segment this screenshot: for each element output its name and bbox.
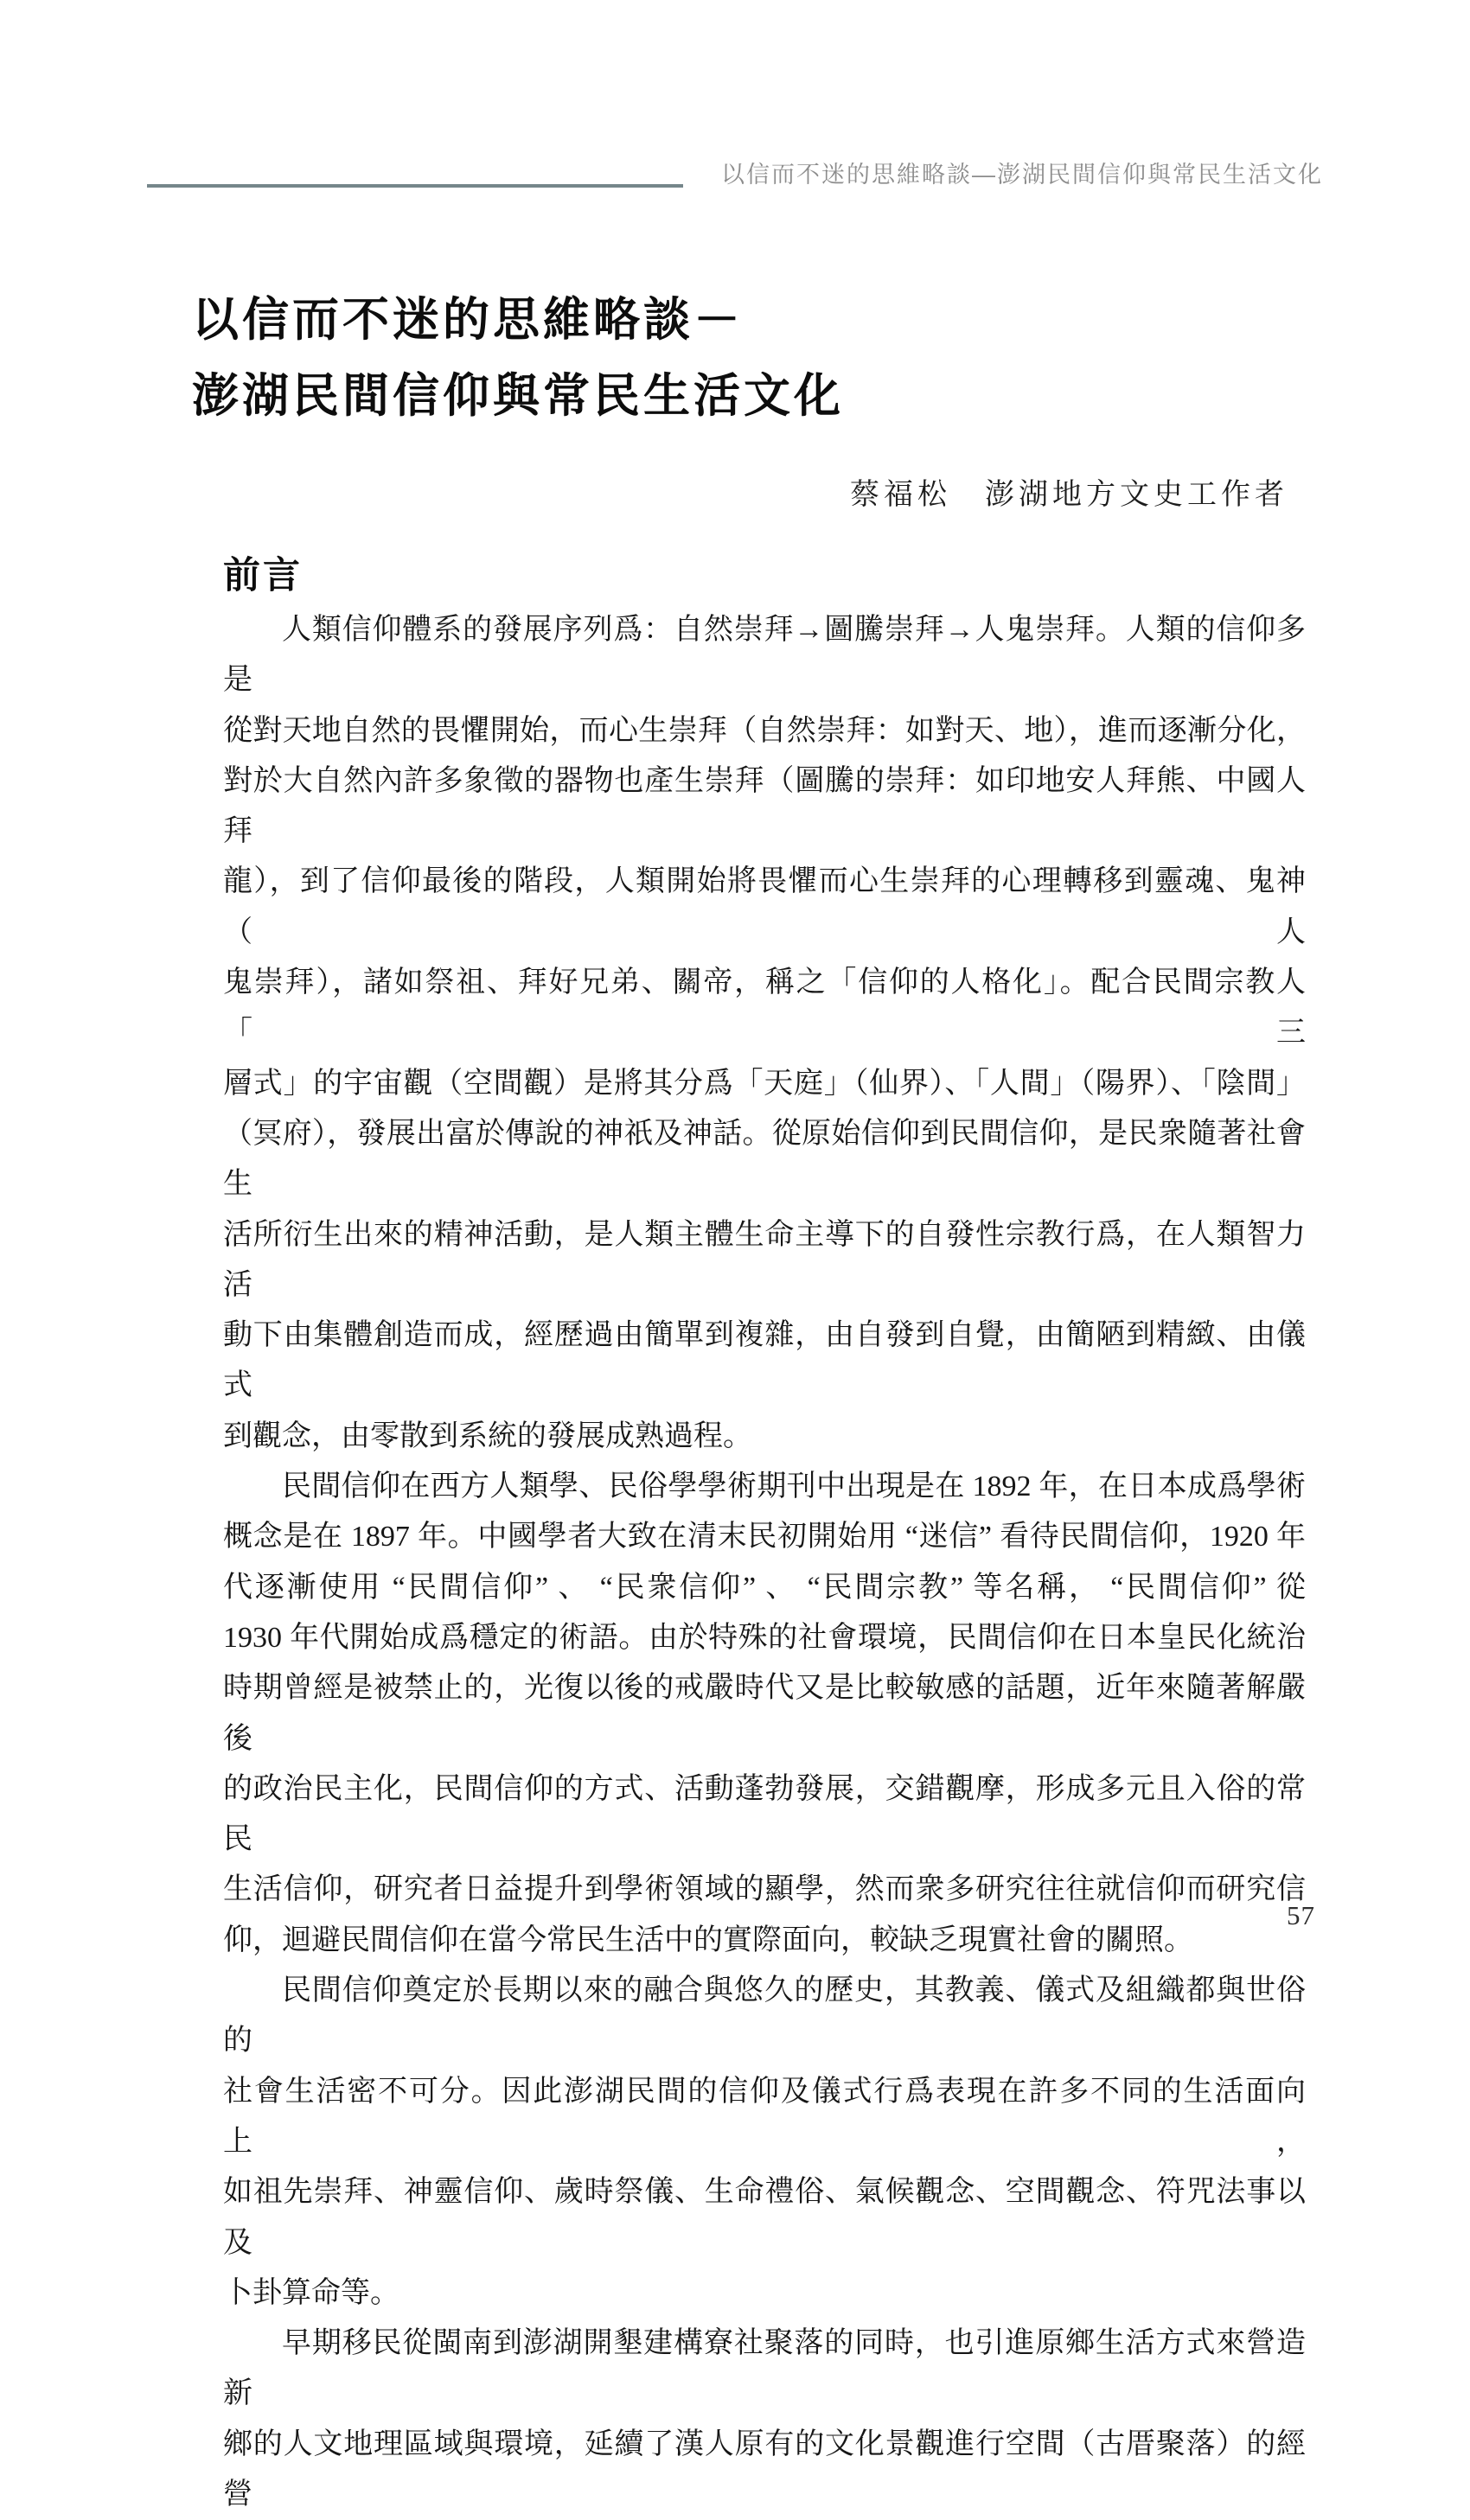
body-text-line: （冥府），發展出富於傳說的神祇及神話。從原始信仰到民間信仰，是民衆隨著社會生 [223, 1117, 1306, 1201]
body-text-line: 如祖先崇拜、神靈信仰、歲時祭儀、生命禮俗、氣候觀念、空間觀念、符咒法事以及 [223, 2176, 1306, 2259]
body-text-line: 民間信仰奠定於長期以來的融合與悠久的歷史，其教義、儀式及組織都與世俗的 [223, 1975, 1306, 2057]
article-title-line-1: 以信而不迷的思維略談－ [192, 294, 744, 346]
body-text-line: 動下由集體創造而成，經歷過由簡單到複雜，由自發到自覺，由簡陋到精緻、由儀式 [223, 1319, 1306, 1402]
body-text-line: 1930 年代開始成爲穩定的術語。由於特殊的社會環境，民間信仰在日本皇民化統治 [223, 1621, 1306, 1654]
body-text-line: 代逐漸使用 “民間信仰” 、 “民衆信仰” 、 “民間宗教” 等名稱， “民間信仰” 從 [223, 1571, 1306, 1604]
running-header-text: 以信而不迷的思維略談—澎湖民間信仰與常民生活文化 [721, 162, 1323, 188]
body-paragraphs [223, 605, 1306, 2520]
body-text-line: 層式」的宇宙觀（空間觀）是將其分爲「天庭」（仙界）、「人間」（陽界）、「陰間」 [223, 1067, 1306, 1100]
body-text-line: 活所衍生出來的精神活動，是人類主體生命主導下的自發性宗教行爲，在人類智力活 [223, 1218, 1306, 1301]
body-text-line: 時期曾經是被禁止的，光復以後的戒嚴時代又是比較敏感的話題，近年來隨著解嚴後 [223, 1672, 1306, 1755]
body-text-line: 到觀念，由零散到系統的發展成熟過程。 [223, 1419, 752, 1452]
body-text-line: 鬼崇拜），諸如祭祖、拜好兄弟、關帝，稱之「信仰的人格化」。配合民間宗教人「三 [223, 967, 1306, 1049]
article-title [192, 282, 1316, 434]
author-byline: 蔡福松 澎湖地方文史工作者 [850, 479, 1288, 511]
body-text-line: 民間信仰在西方人類學、民俗學學術期刊中出現是在 1892 年，在日本成爲學術 [282, 1471, 1306, 1503]
article-title-line-2: 澎湖民間信仰與常民生活文化 [192, 370, 844, 422]
body-text-line: 早期移民從閩南到澎湖開墾建構寮社聚落的同時，也引進原鄉生活方式來營造新 [223, 2327, 1306, 2410]
body-text-line: 概念是在 1897 年。中國學者大致在清末民初開始用 “迷信” 看待民間信仰，1920 年 [223, 1521, 1306, 1553]
body-text-line: 仰，迴避民間信仰在當今常民生活中的實際面向，較缺乏現實社會的關照。 [223, 1923, 1193, 1956]
body-text-line: 從對天地自然的畏懼開始，而心生崇拜（自然崇拜：如對天、地），進而逐漸分化， [223, 714, 1306, 747]
body-text-line: 對於大自然內許多象徵的器物也產生崇拜（圖騰的崇拜：如印地安人拜熊、中國人拜 [223, 764, 1306, 848]
body-text-line: 卜卦算命等。 [223, 2276, 399, 2309]
body-text-line: 鄉的人文地理區域與環境，延續了漢人原有的文化景觀進行空間（古厝聚落）的經營 [223, 2427, 1306, 2510]
section-heading-foreword: 前言 [223, 556, 303, 597]
running-header-rule [147, 184, 683, 188]
body-text-line: 的政治民主化，民間信仰的方式、活動蓬勃發展，交錯觀摩，形成多元且入俗的常民 [223, 1772, 1306, 1856]
body-text-line: 人類信仰體系的發展序列爲：自然崇拜→圖騰崇拜→人鬼崇拜。人類的信仰多是 [223, 614, 1306, 697]
body-text-line: 社會生活密不可分。因此澎湖民間的信仰及儀式行爲表現在許多不同的生活面向上， [223, 2075, 1306, 2158]
body-text-line: 生活信仰，研究者日益提升到學術領域的顯學，然而衆多研究往往就信仰而研究信 [223, 1873, 1306, 1906]
body-text-line: 龍），到了信仰最後的階段，人類開始將畏懼而心生崇拜的心理轉移到靈魂、鬼神（人 [223, 865, 1306, 948]
page-number: 57 [1287, 1900, 1315, 1930]
